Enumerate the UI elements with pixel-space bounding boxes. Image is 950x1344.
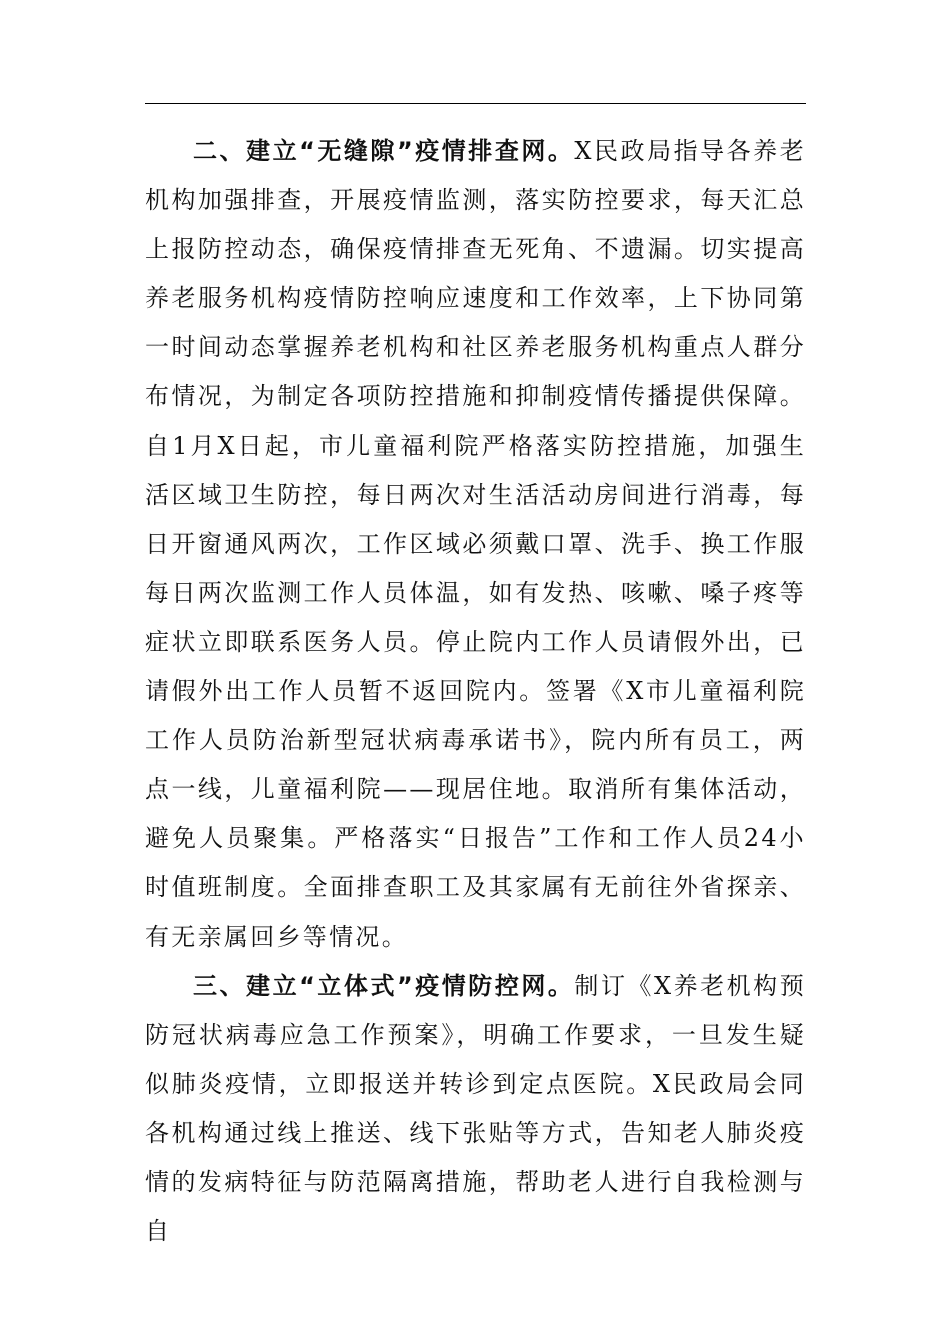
paragraph-three-text: 制订《X养老机构预防冠状病毒应急工作预案》，明确工作要求，一旦发生疑似肺炎疫情，立即报送并转诊到定点医院。X民政局会同各机构通过线上推送、线下张贴等方式，告知老人肺炎疫情的发病特征与防范隔离措施，帮助老人进行自我检测与自 bbox=[145, 971, 807, 1246]
paragraph-two-heading: 二、建立“无缝隙”疫情排查网。 bbox=[193, 137, 575, 165]
paragraph-two-text: X民政局指导各养老机构加强排查，开展疫情监测，落实防控要求，每天汇总上报防控动态，确保疫情排查无死角、不遗漏。切实提高养老服务机构疫情防控响应速度和工作效率，上下协同第一时间动态掌握养老机构和社区养老服务机构重点人群分布情况，为制定各项防控措施和抑制疫情传播提供保障。自1月X日起，市儿童福利院严格落实防控措施，加强生活区域卫生防控，每日两次对生活活动房间进行消毒，每日开窗通风两次，工作区域必须戴口罩、洗手、换工作服每日两次监测工作人员体温，如有发热、咳嗽、嗓子疼等症状立即联系医务人员。停止院内工作人员请假外出，已请假外出工作人员暂不返回院内。签署《X市儿童福利院工作人员防治新型冠状病毒承诺书》，院内所有员工，两点一线，儿童福利院——现居住地。取消所有集体活动，避免人员聚集。严格落实“日报告”工作和工作人员24小时值班制度。全面排查职工及其家属有无前往外省探亲、有无亲属回乡等情况。 bbox=[145, 137, 807, 951]
paragraph-three bbox=[145, 962, 806, 1257]
document-body bbox=[145, 127, 806, 1256]
header-rule bbox=[145, 103, 806, 104]
paragraph-three-heading: 三、建立“立体式”疫情防控网。 bbox=[193, 971, 575, 1000]
paragraph-two bbox=[145, 127, 806, 962]
